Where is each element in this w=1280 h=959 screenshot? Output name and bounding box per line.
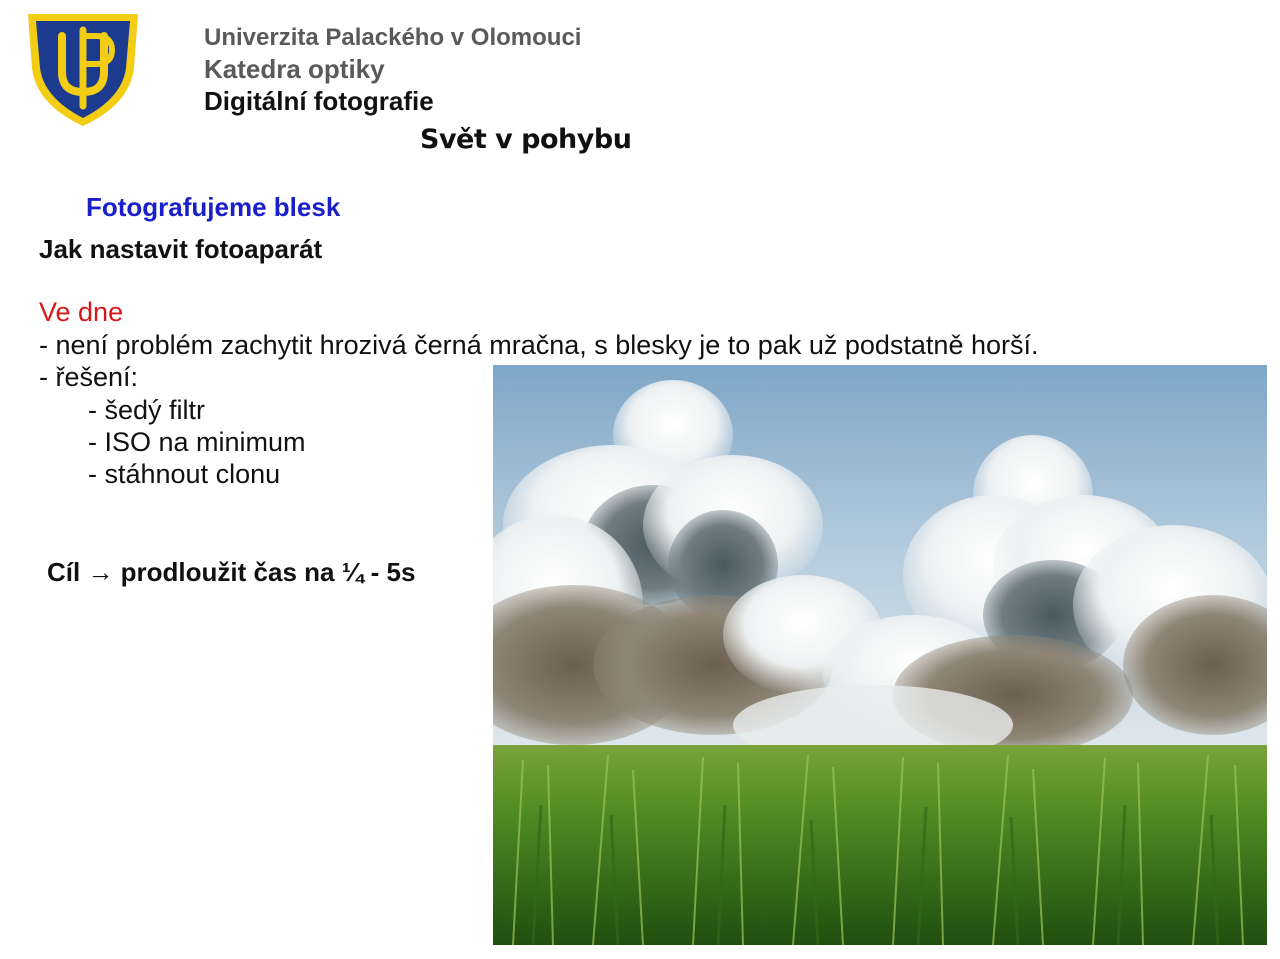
storm-clouds-photo bbox=[493, 365, 1267, 945]
university-name: Univerzita Palackého v Olomouci bbox=[204, 24, 582, 51]
list-item: - stáhnout clonu bbox=[88, 459, 281, 489]
day-heading: Ve dne bbox=[39, 297, 124, 327]
body-line-solution: - řešení: bbox=[39, 362, 139, 392]
list-item: - ISO na minimum bbox=[88, 427, 306, 457]
course-name: Digitální fotografie bbox=[204, 86, 434, 116]
slide-subtitle: Jak nastavit fotoaparát bbox=[39, 234, 323, 264]
list-item: - šedý filtr bbox=[88, 395, 206, 425]
section-title: Fotografujeme blesk bbox=[86, 192, 341, 222]
university-crest-icon bbox=[22, 8, 144, 130]
department-name: Katedra optiky bbox=[204, 54, 385, 84]
slide-topic: Svět v pohybu bbox=[420, 124, 632, 155]
body-line-problem: - není problém zachytit hrozivá černá mračna, s blesky je to pak už podstatně horší. bbox=[39, 330, 1039, 360]
goal-statement: Cíl → prodloužit čas na ¼ - 5s bbox=[47, 557, 416, 587]
